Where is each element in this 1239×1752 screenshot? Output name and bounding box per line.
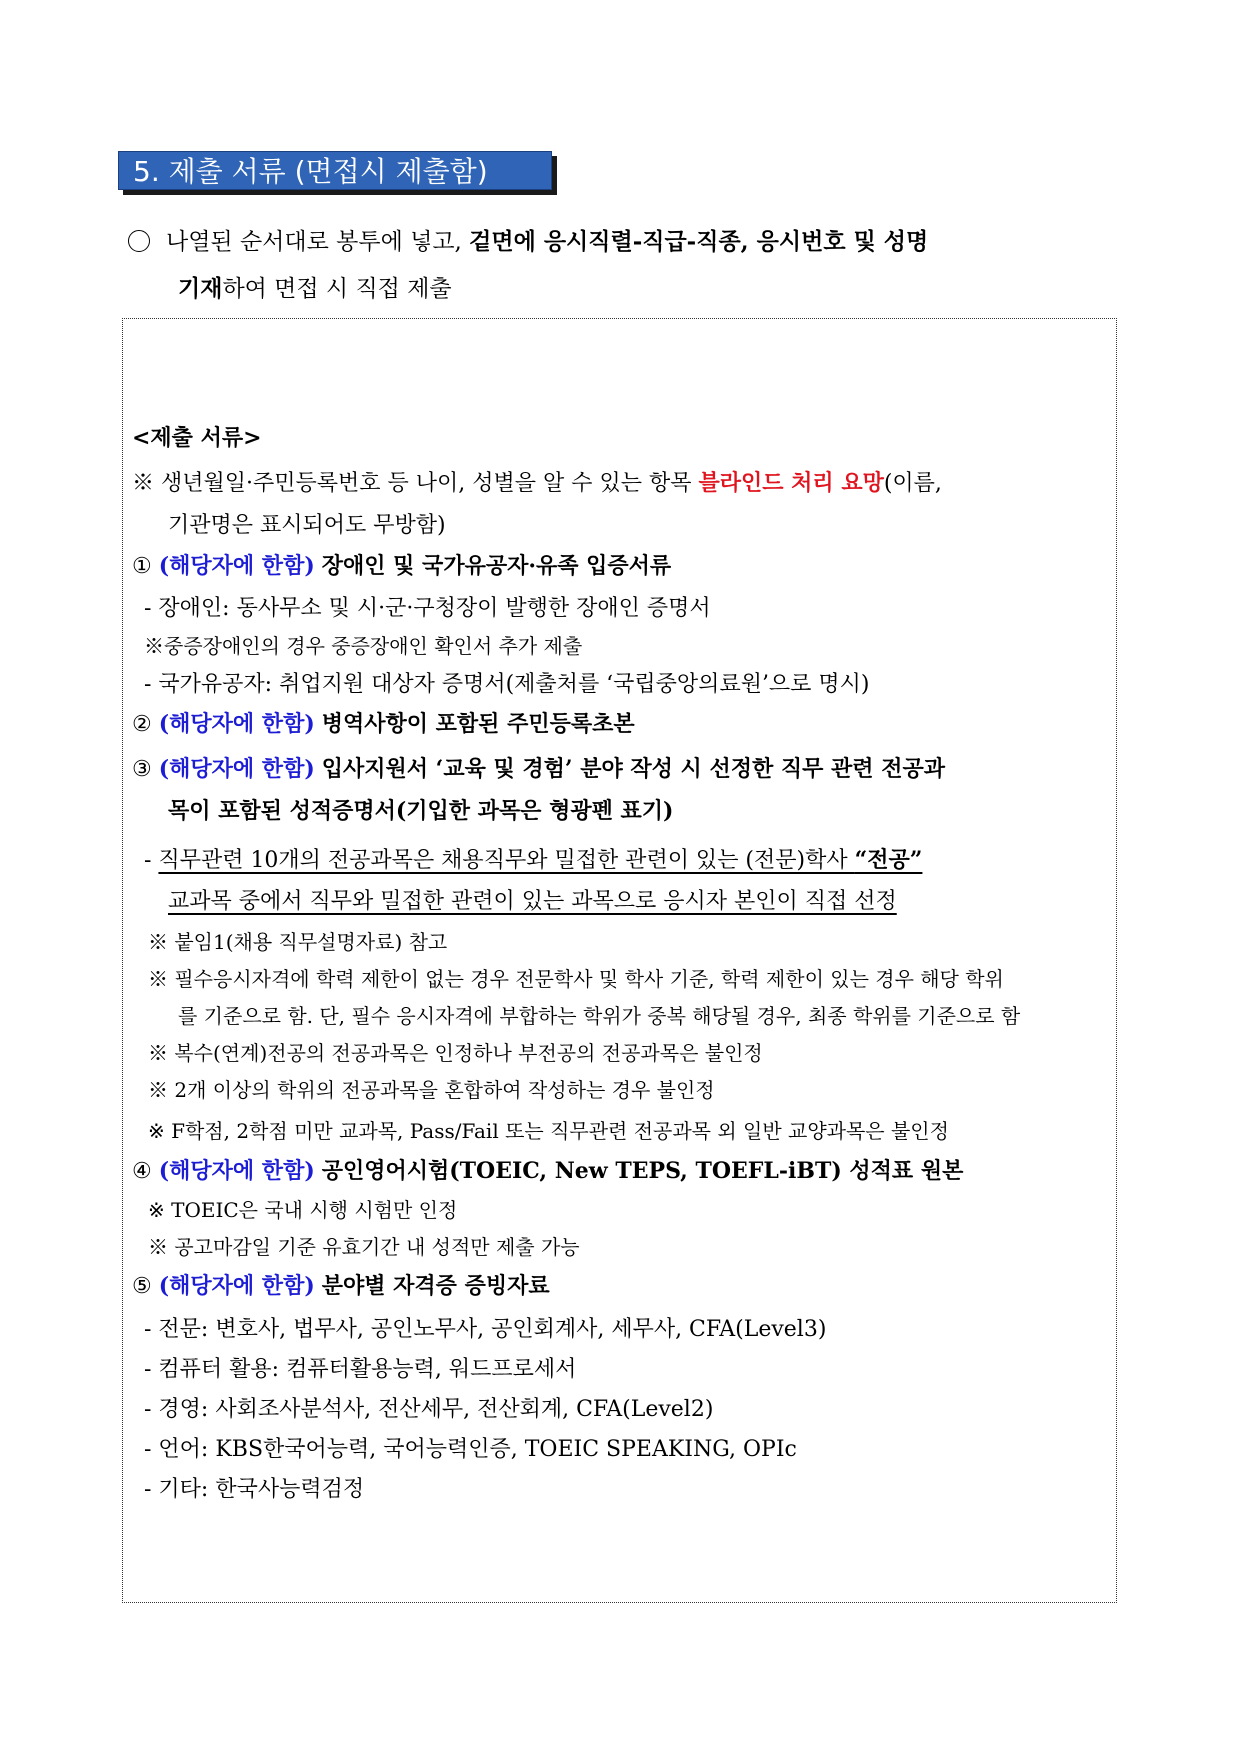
item-5-sub-1: - 전문: 변호사, 법무사, 공인노무사, 공인회계사, 세무사, CFA(Level3): [144, 1317, 827, 1342]
item-5-sub-3: - 경영: 사회조사분석사, 전산세무, 전산회계, CFA(Level2): [144, 1397, 714, 1422]
item-1-title: 장애인 및 국가유공자·유족 입증서류: [321, 553, 672, 579]
item-3-note-2-cont: 를 기준으로 함. 단, 필수 응시자격에 부합하는 학위가 중복 해당될 경우, 최종 학위를 기준으로 함: [178, 1004, 1021, 1028]
blind-notice-highlight: 블라인드 처리 요망: [698, 470, 884, 496]
item-1-heading: [132, 549, 671, 580]
circled-number-4: ④: [132, 1159, 152, 1184]
intro-text-bold-2: 기재: [178, 275, 223, 302]
circled-number-2: ②: [132, 712, 152, 737]
item-4-heading: [132, 1154, 963, 1185]
item-1-sub-1: - 장애인: 동사무소 및 시·군·구청장이 발행한 장애인 증명서: [144, 596, 711, 621]
box-title: <제출 서류>: [132, 425, 262, 451]
item-1-sub-2: - 국가유공자: 취업지원 대상자 증명서(제출처를 ‘국립중앙의료원’으로 명시): [144, 672, 870, 697]
item-3-note-3: ※ 복수(연계)전공의 전공과목은 인정하나 부전공의 전공과목은 불인정: [148, 1041, 763, 1065]
item-3-note-2: ※ 필수응시자격에 학력 제한이 없는 경우 전문학사 및 학사 기준, 학력 제한이 있는 경우 해당 학위: [148, 967, 1004, 991]
item-3-heading-1: [132, 752, 945, 783]
item-1-note-1: ※중증장애인의 경우 중증장애인 확인서 추가 제출: [144, 634, 583, 658]
item-2-tag: (해당자에 한함): [158, 711, 315, 737]
item-5-title: 분야별 자격증 증빙자료: [321, 1273, 550, 1299]
item-4-note-2: ※ 공고마감일 기준 유효기간 내 성적만 제출 가능: [148, 1235, 580, 1259]
item-3-title-1: 입사지원서 ‘교육 및 경험’ 분야 작성 시 선정한 직무 관련 전공과: [321, 756, 945, 782]
item-5-sub-2: - 컴퓨터 활용: 컴퓨터활용능력, 워드프로세서: [144, 1357, 577, 1382]
intro-text-normal: 나열된 순서대로 봉투에 넣고,: [166, 229, 470, 255]
item-3-note-4: ※ 2개 이상의 학위의 전공과목을 혼합하여 작성하는 경우 불인정: [148, 1078, 715, 1102]
item-4-tag: (해당자에 한함): [158, 1158, 315, 1184]
circled-number-3: ③: [132, 757, 152, 782]
item-3-tag: (해당자에 한함): [158, 756, 315, 782]
item-2-heading: [132, 707, 635, 738]
item-3-note-5: ※ F학점, 2학점 미만 교과목, Pass/Fail 또는 직무관련 전공과목 외 일반 교양과목은 불인정: [148, 1119, 949, 1143]
item-4-title: 공인영어시험(TOEIC, New TEPS, TOEFL-iBT) 성적표 원본: [321, 1158, 964, 1184]
circled-number-1: ①: [132, 554, 152, 579]
item-3-note-1: ※ 붙임1(채용 직무설명자료) 참고: [148, 930, 448, 954]
item-5-tag: (해당자에 한함): [158, 1273, 315, 1299]
item-3-sub-1: - 직무관련 10개의 전공과목은 채용직무와 밀접한 관련이 있는 (전문)학사 “전공”: [144, 847, 923, 873]
hollow-circle-bullet-icon: [128, 230, 150, 252]
circled-number-5: ⑤: [132, 1274, 152, 1299]
intro-text-normal-2: 하여 면접 시 직접 제출: [222, 276, 452, 302]
item-5-heading: [132, 1269, 550, 1300]
blind-notice-line-1: ※ 생년월일·주민등록번호 등 나이, 성별을 알 수 있는 항목 블라인드 처리 요망(이름,: [132, 470, 942, 496]
blind-notice-line-2: 기관명은 표시되어도 무방함): [168, 513, 446, 538]
item-5-sub-5: - 기타: 한국사능력검정: [144, 1477, 365, 1502]
item-4-note-1: ※ TOEIC은 국내 시행 시험만 인정: [148, 1198, 458, 1222]
intro-line-1: [128, 223, 928, 256]
item-1-tag: (해당자에 한함): [158, 553, 315, 579]
item-2-title: 병역사항이 포함된 주민등록초본: [321, 711, 635, 737]
section-header: 5. 제출 서류 (면접시 제출함): [118, 151, 552, 190]
item-5-sub-4: - 언어: KBS한국어능력, 국어능력인증, TOEIC SPEAKING, OPIc: [144, 1437, 797, 1462]
intro-line-2: [178, 270, 452, 303]
item-3-sub-2: 교과목 중에서 직무와 밀접한 관련이 있는 과목으로 응시자 본인이 직접 선정: [168, 889, 897, 914]
intro-text-bold: 겉면에 응시직렬-직급-직종, 응시번호 및 성명: [469, 228, 929, 255]
item-3-heading-2: 목이 포함된 성적증명서(기입한 과목은 형광펜 표기): [168, 798, 674, 824]
